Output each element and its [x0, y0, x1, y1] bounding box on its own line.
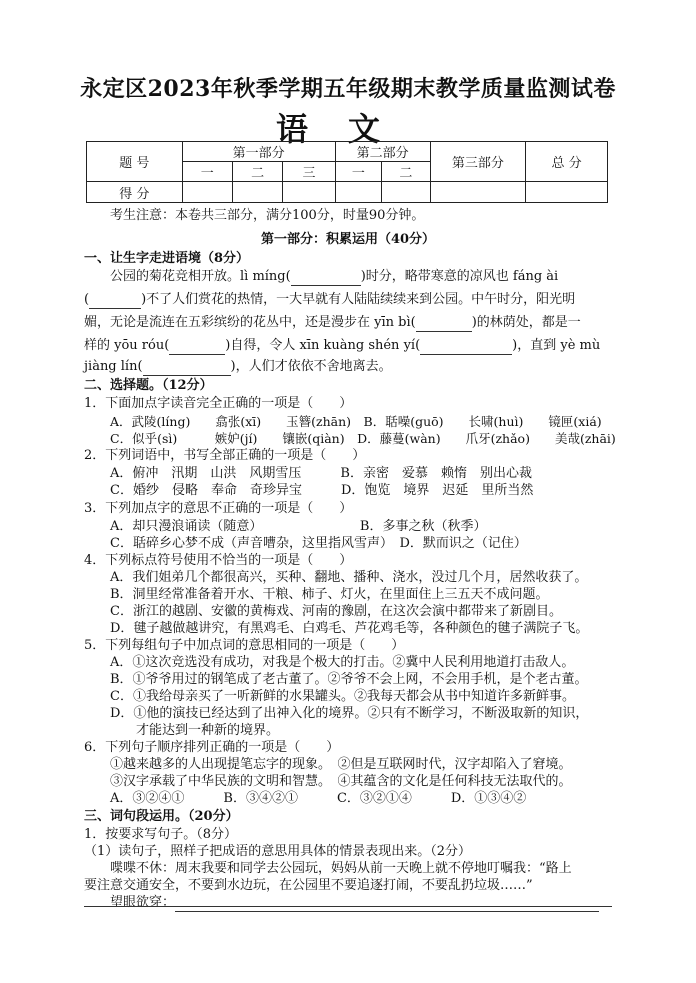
answer-blank[interactable] [143, 361, 231, 376]
sentence-line: ①越来越多的人出现提笔忘字的现象。 ②但是互联网时代，汉字却陷入了窘境。 [110, 757, 572, 772]
sub-header: 二 [232, 162, 282, 182]
s1-line: 媚，无论是流连在五彩缤纷的花丛中，还是漫步在 yīn bì( )的林荫处，都是一 [84, 315, 581, 330]
option-line: D．①他的演技已经达到了出神入化的境界。②只有不断学习，不断汲取新的知识， [110, 706, 589, 721]
option-line: B．洞里经常准备着开水、干粮、柿子、灯火，在里面住上三五天不成问题。 [110, 587, 549, 602]
answer-line: 望眼欲穿： [110, 894, 599, 912]
section1-title: 一、让生字走进语境（8分） [84, 251, 250, 266]
sub-header: 一 [182, 162, 232, 182]
option-line: C．婚纱 侵略 奉命 奇珍异宝 D．饱览 境界 迟延 里所当然 [110, 483, 534, 498]
option-line: D．毽子越做越讲究，有黑鸡毛、白鸡毛、芦花鸡毛等，各种颜色的毽子满院子飞。 [110, 621, 589, 636]
option-line: C．似乎(sì) 嫉妒(jí) 镶嵌(qiàn) D．藤蔓(wàn) 爪牙(zhǎo) 美哉(zhāi) [110, 431, 616, 446]
option-line: 才能达到一种新的境界。 [136, 723, 280, 738]
score-row-label: 得 分 [87, 182, 183, 203]
option-line: C．浙江的越剧、安徽的黄梅戏、河南的豫剧，在这次会演中都带来了新剧目。 [110, 604, 562, 619]
option-line: C．①我给母亲买了一听新鲜的水果罐头。②我每天都会从书中知道许多新鲜事。 [110, 689, 575, 704]
subject-title: 语文 [275, 110, 420, 148]
score-cell[interactable] [283, 182, 335, 203]
sub-header: 一 [335, 162, 381, 182]
exam-title: 永定区2023年秋季学期五年级期末教学质量监测试卷 [80, 76, 616, 102]
question-number-label: 题 号 [87, 142, 183, 182]
score-cell[interactable] [182, 182, 232, 203]
question-stem: 1．按要求写句子。（8分） [84, 827, 238, 842]
section2-title: 二、选择题。（12分） [84, 378, 213, 393]
score-table [86, 141, 608, 203]
answer-blank[interactable] [175, 897, 599, 912]
option-line: A．①这次竞选没有成功，对我是个极大的打击。②冀中人民利用地道打击敌人。 [110, 655, 575, 670]
answer-blank[interactable] [420, 340, 512, 355]
part1-header: 第一部分 [182, 142, 335, 162]
option-line: A．我们姐弟几个都很高兴，买种、翻地、播种、浇水，没过几个月，居然收获了。 [110, 570, 588, 585]
option-line: A．却只漫浪诵读（随意） B．多事之秋（秋季） [110, 519, 487, 534]
score-cell[interactable] [382, 182, 430, 203]
question-stem: （1）读句子，照样子把成语的意思用具体的情景表现出来。（2分） [84, 844, 472, 859]
question-stem: 6．下列句子顺序排列正确的一项是（ ） [84, 740, 340, 755]
option-line: C．聒碎乡心梦不成（声音嘈杂，这里指风雪声） D．默而识之（记住） [110, 536, 527, 551]
part1-title: 第一部分：积累运用（40分） [260, 232, 436, 247]
option-line: A．③②④① B．③④②① C．③②①④ D．①③④② [110, 791, 527, 806]
answer-line-rule [84, 906, 612, 907]
example-line: 要注意交通安全，不要到水边玩，在公园里不要追逐打闹，不要乱扔垃圾……” [84, 878, 533, 893]
sub-header: 二 [382, 162, 430, 182]
sentence-line: ③汉字承载了中华民族的文明和智慧。 ④其蕴含的文化是任何科技无法取代的。 [110, 774, 572, 789]
question-stem: 2．下列词语中，书写全部正确的一项是（ ） [84, 448, 366, 463]
part3-header: 第三部分 [430, 142, 526, 182]
example-line: 喋喋不休：周末我要和同学去公园玩，妈妈从前一天晚上就不停地叮嘱我：“路上 [110, 861, 572, 876]
answer-blank[interactable] [89, 294, 141, 309]
sub-header: 三 [283, 162, 335, 182]
question-stem: 4．下列标点符号使用不恰当的一项是（ ） [84, 553, 353, 568]
option-line: A．武陵(líng) 翕张(xī) 玉簪(zhān) B．聒噪(guō) 长啸(huì) 镜匣(xiá) [110, 414, 602, 429]
option-line: A．俯冲 汛期 山洪 风期雪压 B．亲密 爱慕 赖惰 别出心裁 [110, 466, 532, 481]
section3-title: 三、词句段运用。（20分） [84, 809, 239, 824]
s1-line: ( )不了人们赏花的热情，一大早就有人陆陆续续来到公园。中午时分，阳光明 [84, 292, 576, 307]
answer-blank[interactable] [169, 340, 225, 355]
question-stem: 1．下面加点字读音完全正确的一项是（ ） [84, 396, 353, 411]
s1-line: 公园的菊花竞相开放。lì míng( )时分，略带寒意的凉风也 fáng ài [110, 269, 559, 284]
score-cell[interactable] [335, 182, 381, 203]
score-cell[interactable] [526, 182, 608, 203]
question-stem: 5．下列每组句子中加点词的意思相同的一项是（ ） [84, 638, 405, 653]
answer-blank[interactable] [416, 317, 472, 332]
part2-header: 第二部分 [335, 142, 430, 162]
answer-blank[interactable] [291, 271, 361, 286]
exam-notice: 考生注意：本卷共三部分，满分100分，时量90分钟。 [110, 208, 425, 223]
score-cell[interactable] [232, 182, 282, 203]
question-stem: 3．下列加点字的意思不正确的一项是（ ） [84, 501, 353, 516]
score-cell[interactable] [430, 182, 526, 203]
s1-line: 样的 yōu róu( )自得，令人 xīn kuàng shén yí( )，直到 yè mù [84, 338, 601, 353]
s1-line: jiàng lín( )，人们才依依不舍地离去。 [84, 359, 392, 374]
option-line: B．①爷爷用过的钢笔成了老古董了。②爷爷不会上网，不会用手机，是个老古董。 [110, 672, 588, 687]
total-header: 总 分 [526, 142, 608, 182]
